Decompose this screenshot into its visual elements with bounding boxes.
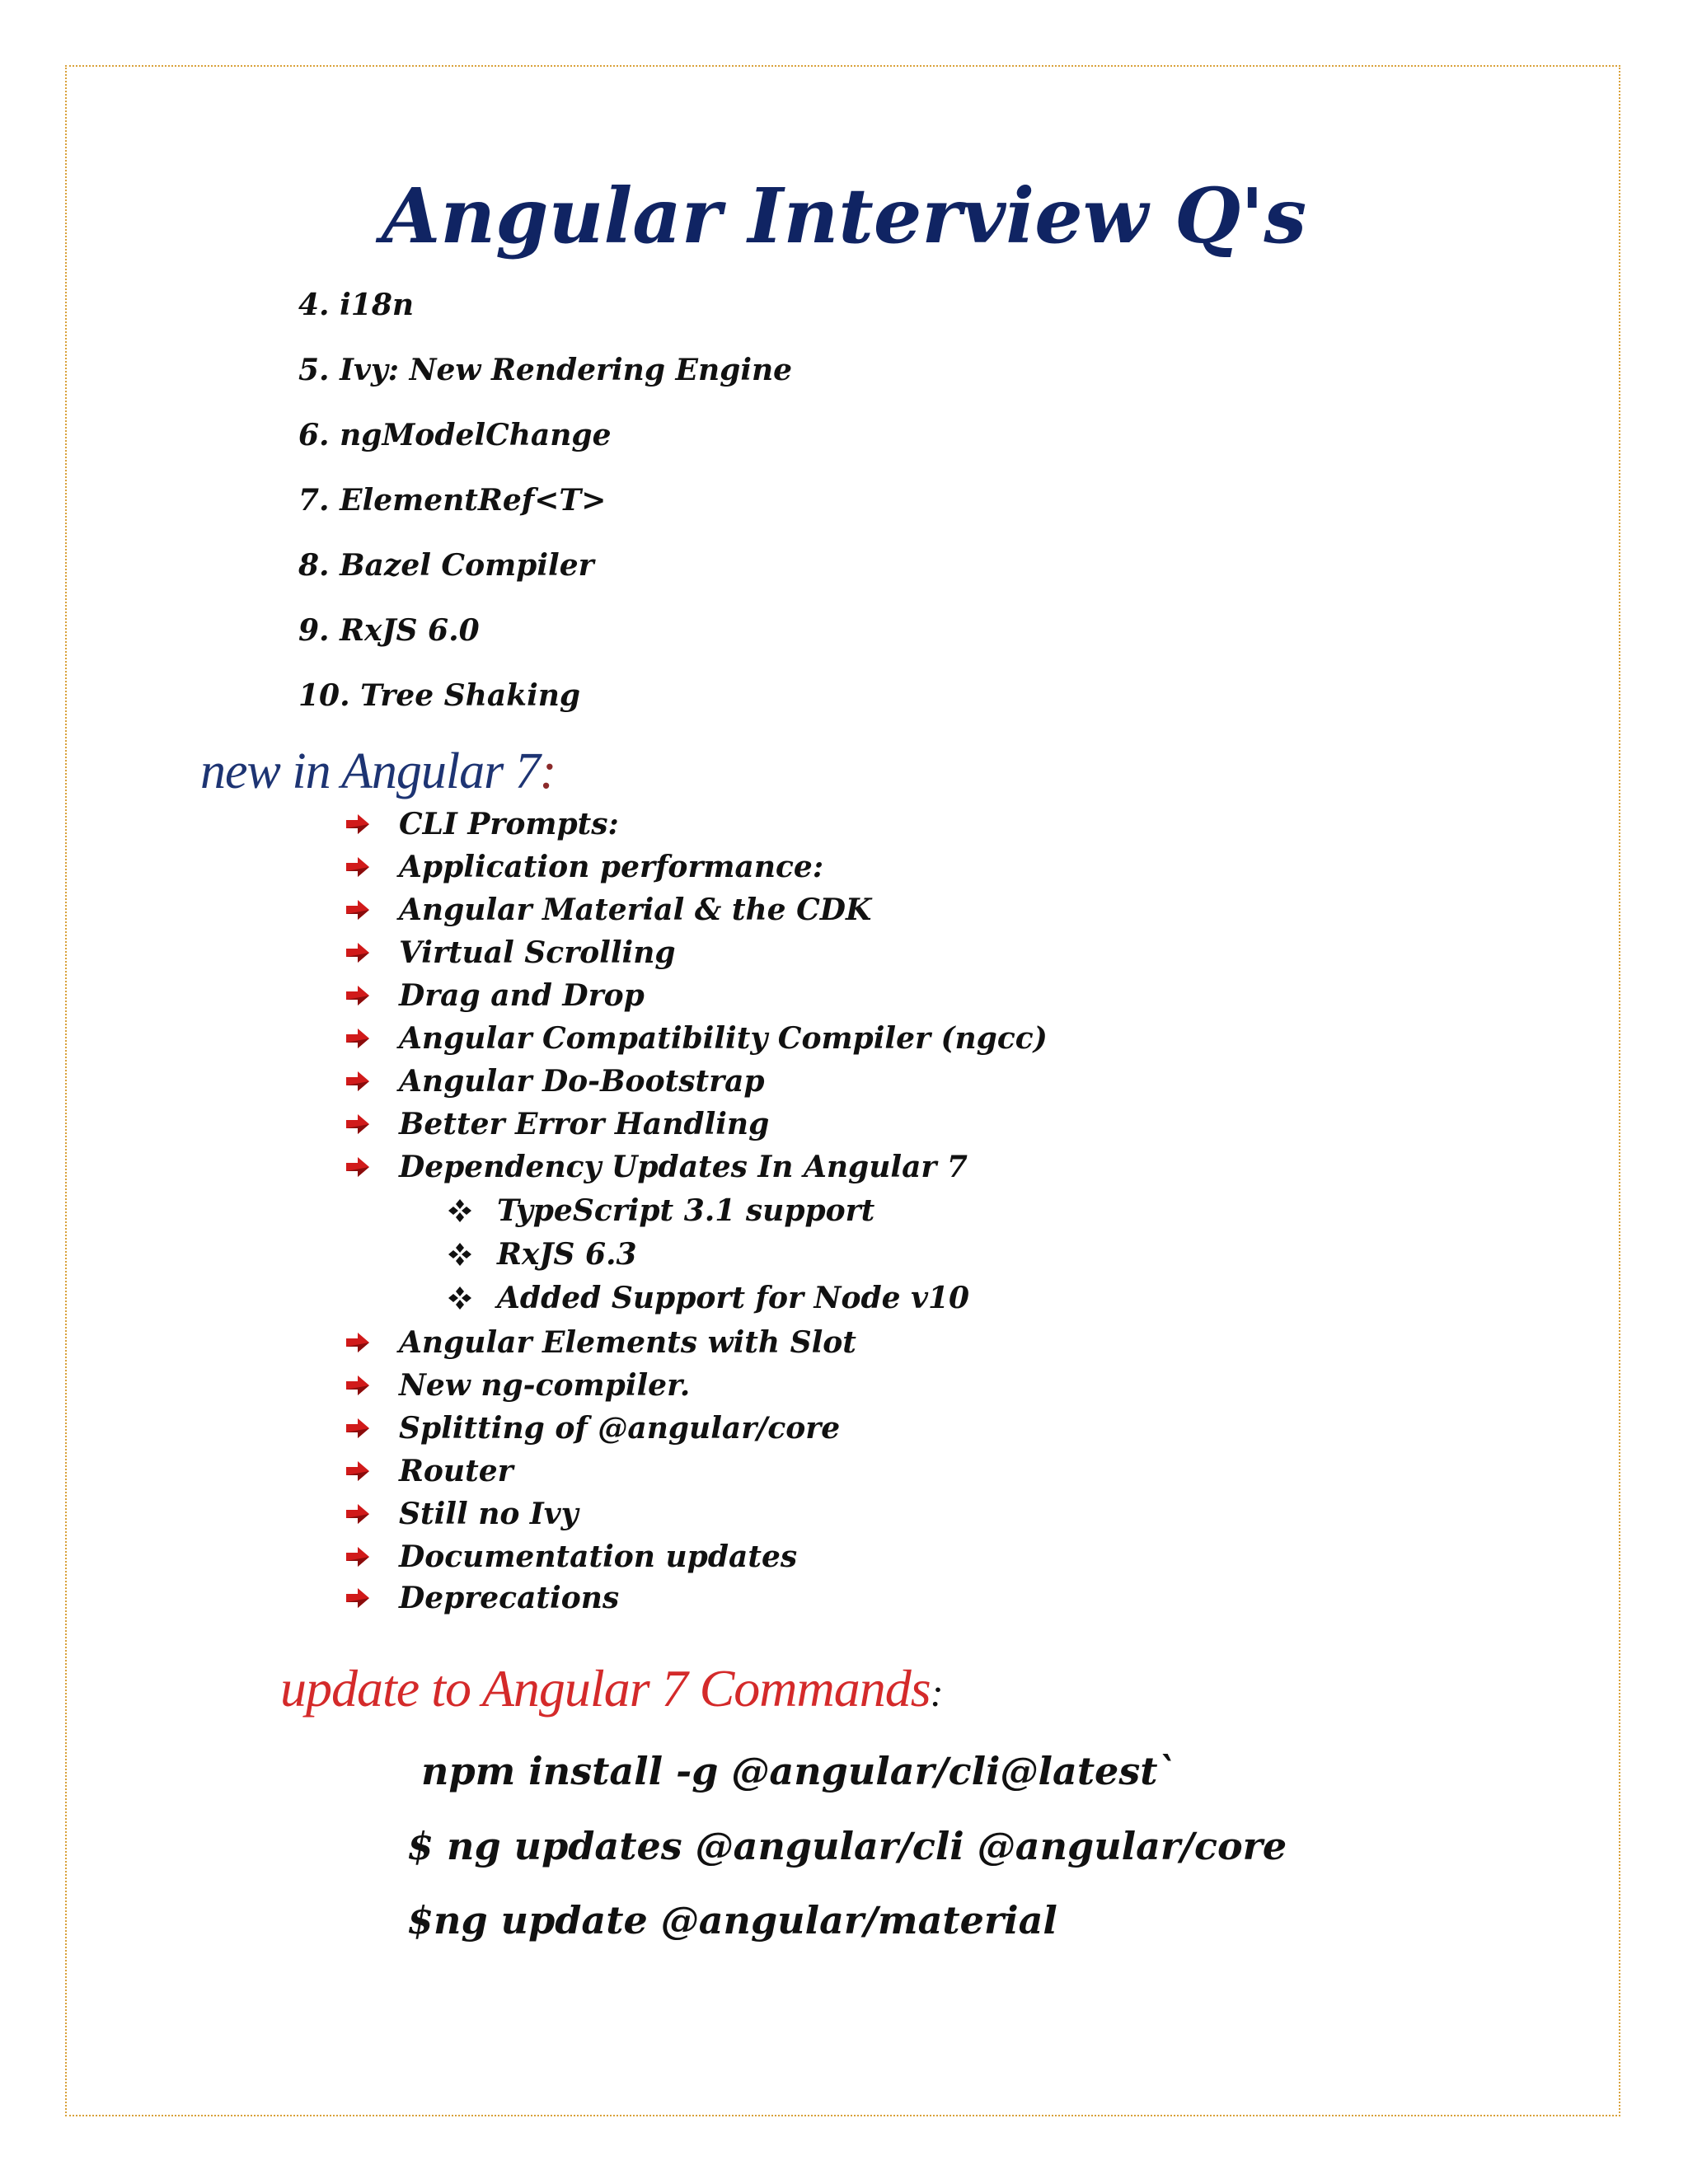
list-item-label: Documentation updates [399, 1540, 798, 1574]
arrow-right-icon [346, 1588, 369, 1608]
section-heading-new-text: new in Angular 7 [200, 743, 540, 799]
list-item [346, 1540, 797, 1573]
list-item-label: Angular Compatibility Compiler (ngcc) [399, 1021, 1048, 1056]
list-item-label: Drag and Drop [399, 978, 645, 1013]
list-item [346, 893, 871, 926]
list-item [346, 1497, 579, 1530]
arrow-right-icon [346, 1547, 369, 1567]
list-item-label: CLI Prompts: [399, 807, 619, 841]
sub-list-item-label: Added Support for Node v10 [497, 1281, 970, 1315]
section-heading-new-colon: : [539, 743, 556, 799]
arrow-right-icon [346, 1333, 369, 1352]
list-item-label: New ng-compiler. [399, 1368, 691, 1403]
arrow-right-icon [346, 857, 369, 877]
command-line: $ ng updates @angular/cli @angular/core [407, 1824, 1287, 1868]
section-heading-update-text: update to Angular 7 Commands [280, 1659, 931, 1718]
diamond-cluster-icon [448, 1242, 472, 1267]
list-item-label: Better Error Handling [399, 1107, 770, 1141]
arrow-right-icon [346, 1071, 369, 1091]
list-item-label: Angular Elements with Slot [399, 1325, 856, 1360]
list-item-label: Router [399, 1454, 513, 1488]
list-item [346, 1369, 690, 1402]
list-item [346, 1065, 765, 1098]
arrow-right-icon [346, 986, 369, 1005]
numbered-item: 9. RxJS 6.0 [298, 613, 480, 648]
list-item [346, 1151, 968, 1183]
arrow-right-icon [346, 1461, 369, 1481]
list-item [346, 1108, 769, 1141]
list-item-label: Angular Do-Bootstrap [399, 1064, 765, 1099]
list-item-label: Still no Ivy [399, 1497, 579, 1531]
arrow-right-icon [346, 1157, 369, 1177]
sub-list-item [448, 1238, 637, 1271]
diamond-cluster-icon [448, 1286, 472, 1310]
sub-list-item [448, 1282, 969, 1315]
list-item [346, 1326, 856, 1359]
list-item [346, 851, 823, 883]
list-item [346, 808, 619, 841]
sub-list-item [448, 1194, 874, 1227]
list-item [346, 936, 676, 969]
numbered-item: 5. Ivy: New Rendering Engine [298, 353, 793, 387]
numbered-item: 6. ngModelChange [298, 418, 612, 452]
section-heading-update-colon: : [930, 1671, 943, 1715]
list-item-label: Angular Material & the CDK [399, 893, 872, 927]
numbered-item: 10. Tree Shaking [298, 678, 581, 713]
numbered-item: 7. ElementRef<T> [298, 483, 607, 518]
numbered-item: 8. Bazel Compiler [298, 548, 594, 583]
arrow-right-icon [346, 943, 369, 963]
arrow-right-icon [346, 1376, 369, 1395]
arrow-right-icon [346, 1504, 369, 1524]
list-item [346, 1022, 1048, 1055]
list-item-label: Splitting of @angular/core [399, 1411, 841, 1446]
command-line: $ng update @angular/material [407, 1898, 1057, 1943]
list-item [346, 1455, 513, 1488]
arrow-right-icon [346, 1418, 369, 1438]
arrow-right-icon [346, 814, 369, 834]
list-item [346, 1412, 840, 1445]
page-title: Angular Interview Q's [381, 171, 1307, 260]
list-item-label: Virtual Scrolling [399, 935, 676, 970]
list-item [346, 1582, 619, 1615]
list-item-label: Application performance: [399, 850, 824, 884]
list-item-label: Deprecations [399, 1581, 620, 1615]
list-item-label: Dependency Updates In Angular 7 [399, 1150, 968, 1184]
numbered-item: 4. i18n [298, 288, 415, 322]
arrow-right-icon [346, 1029, 369, 1048]
command-line: npm install -g @angular/cli@latest` [421, 1749, 1177, 1793]
section-heading-update [280, 1659, 943, 1718]
arrow-right-icon [346, 1114, 369, 1134]
diamond-cluster-icon [448, 1198, 472, 1223]
list-item [346, 979, 645, 1012]
arrow-right-icon [346, 900, 369, 920]
section-heading-new [200, 743, 556, 799]
sub-list-item-label: TypeScript 3.1 support [497, 1193, 875, 1228]
sub-list-item-label: RxJS 6.3 [497, 1237, 637, 1272]
